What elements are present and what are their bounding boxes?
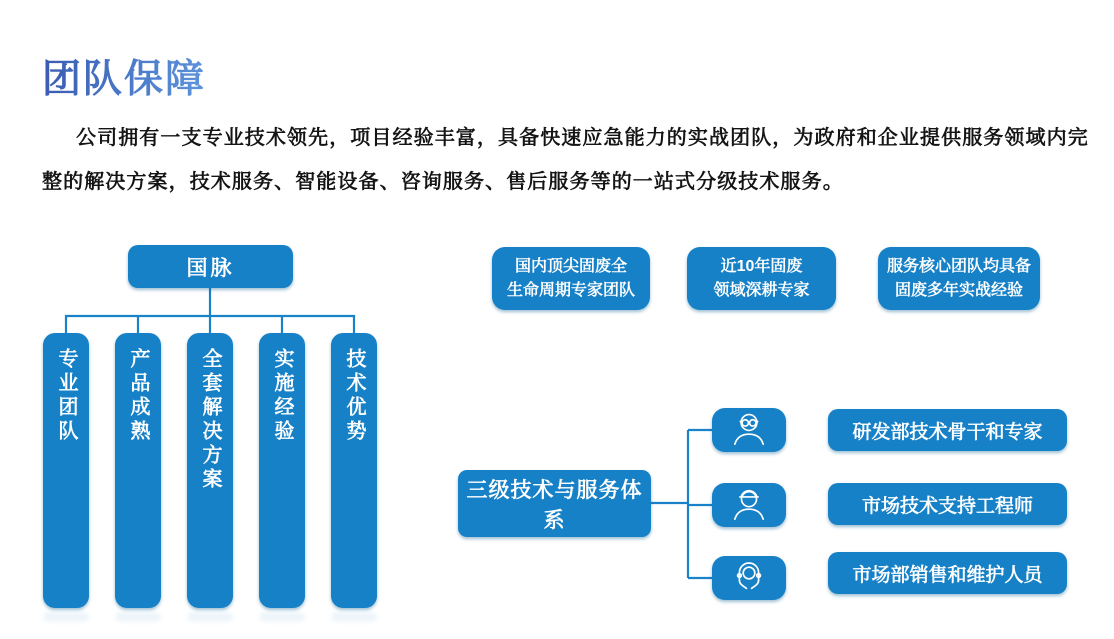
pillar-implementation-experience bbox=[259, 333, 305, 608]
org-root-box bbox=[128, 245, 293, 288]
tier-label-support-engineers bbox=[828, 483, 1067, 525]
card-text bbox=[713, 255, 809, 303]
card-text bbox=[507, 255, 635, 303]
intro-paragraph bbox=[42, 116, 1094, 204]
tier-icon-box-2 bbox=[712, 483, 786, 527]
tier-label-text: 市场技术支持工程师 bbox=[861, 495, 1033, 517]
intro-line-2: 整的解决方案，技术服务、智能设备、咨询服务、售后服务等的一站式分级技术服务。 bbox=[42, 171, 844, 193]
engineer-cap-icon bbox=[729, 485, 769, 525]
card-line-2: 固废多年实战经验 bbox=[894, 281, 1023, 299]
support-headset-icon bbox=[729, 558, 769, 598]
card-line-1: 近10年固废 bbox=[720, 257, 803, 275]
tier-icon-box-1 bbox=[712, 408, 786, 452]
card-text bbox=[887, 255, 1031, 303]
pillar-label: 全套解决方案 bbox=[199, 348, 221, 492]
pillar-label: 专业团队 bbox=[55, 348, 77, 444]
service-system-box bbox=[458, 470, 651, 537]
pillar-professional-team bbox=[43, 333, 89, 608]
card-line-2: 生命周期专家团队 bbox=[506, 281, 635, 299]
tier-icon-box-3 bbox=[712, 556, 786, 600]
tier-label-rd-experts bbox=[828, 409, 1067, 451]
pillar-mature-product bbox=[115, 333, 161, 608]
card-line-1: 国内顶尖固废全 bbox=[514, 257, 627, 275]
org-root-label: 国脉 bbox=[186, 256, 235, 280]
expert-glasses-icon bbox=[729, 410, 769, 450]
pillar-label: 实施经验 bbox=[271, 348, 293, 444]
pillar-label: 产品成熟 bbox=[127, 348, 149, 444]
tier-label-text: 市场部销售和维护人员 bbox=[852, 564, 1043, 586]
pillar-reflection bbox=[187, 612, 233, 622]
page-title: 团队保障 bbox=[42, 48, 206, 104]
pillar-label: 技术优势 bbox=[343, 348, 365, 444]
card-line-2: 领域深耕专家 bbox=[713, 281, 810, 299]
pillar-reflection bbox=[43, 612, 89, 622]
service-system-label: 三级技术与服务体系 bbox=[466, 478, 643, 532]
highlight-card-core-team bbox=[878, 247, 1040, 310]
tier-label-text: 研发部技术骨干和专家 bbox=[852, 421, 1043, 443]
pillar-reflection bbox=[331, 612, 377, 622]
highlight-card-expert-team bbox=[492, 247, 650, 310]
highlight-card-deep-experts bbox=[687, 247, 836, 310]
org-bracket-line bbox=[66, 316, 354, 334]
tier-label-sales-maintenance bbox=[828, 552, 1067, 594]
pillar-reflection bbox=[259, 612, 305, 622]
pillar-reflection bbox=[115, 612, 161, 622]
pillar-full-solution bbox=[187, 333, 233, 608]
pillar-technical-advantage bbox=[331, 333, 377, 608]
card-line-1: 服务核心团队均具备 bbox=[886, 257, 1031, 275]
intro-line-1: 公司拥有一支专业技术领先，项目经验丰富，具备快速应急能力的实战团队，为政府和企业提供服务领域内完 bbox=[76, 127, 1089, 149]
